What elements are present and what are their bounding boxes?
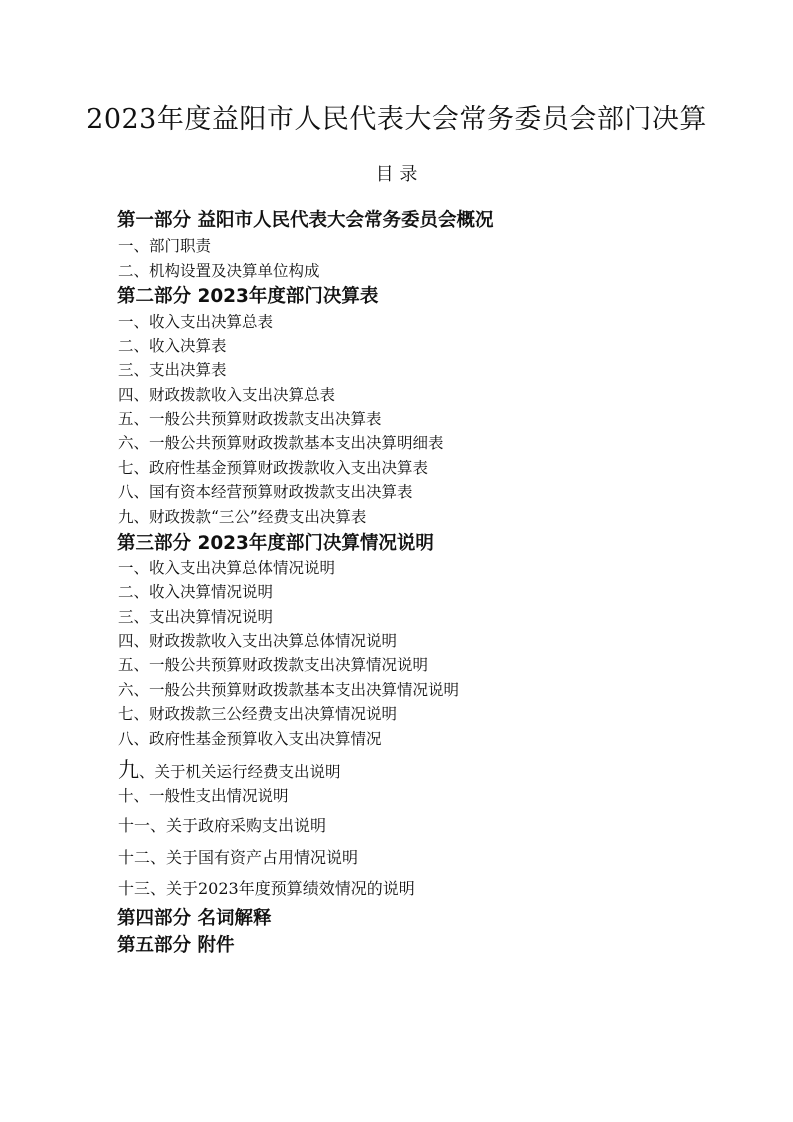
toc-item[interactable]: 四、财政拨款收入支出决算总体情况说明 — [118, 632, 398, 650]
toc-item[interactable]: 四、财政拨款收入支出决算总表 — [118, 386, 336, 404]
toc-part-3-title[interactable]: 第三部分 2023年度部门决算情况说明 — [117, 533, 434, 554]
toc-item[interactable]: 三、支出决算情况说明 — [118, 608, 274, 626]
toc-item[interactable]: 十、一般性支出情况说明 — [118, 787, 289, 805]
toc-heading: 目 录 — [375, 164, 418, 185]
toc-item[interactable]: 一、收入支出决算总表 — [118, 313, 274, 331]
toc-item-text: 、关于机关运行经费支出说明 — [139, 763, 341, 781]
toc-item[interactable]: 八、国有资本经营预算财政拨款支出决算表 — [118, 483, 413, 501]
toc-item[interactable]: 五、一般公共预算财政拨款支出决算表 — [118, 410, 382, 428]
toc-item[interactable]: 二、收入决算情况说明 — [118, 583, 274, 601]
toc-part-2-title[interactable]: 第二部分 2023年度部门决算表 — [117, 286, 379, 307]
toc-item-number: 九 — [118, 758, 139, 782]
toc-item[interactable]: 一、部门职责 — [118, 237, 212, 255]
toc-item[interactable]: 六、一般公共预算财政拨款基本支出决算情况说明 — [118, 681, 460, 699]
toc-item[interactable] — [118, 754, 341, 784]
toc-item[interactable]: 一、收入支出决算总体情况说明 — [118, 559, 336, 577]
toc-part-5-title[interactable]: 第五部分 附件 — [117, 935, 235, 956]
toc-item[interactable]: 三、支出决算表 — [118, 361, 227, 379]
toc-item[interactable]: 七、政府性基金预算财政拨款收入支出决算表 — [118, 459, 429, 477]
toc-item[interactable]: 十二、关于国有资产占用情况说明 — [118, 848, 359, 867]
toc-item[interactable]: 十一、关于政府采购支出说明 — [118, 816, 327, 835]
toc-part-4-title[interactable]: 第四部分 名词解释 — [117, 908, 272, 929]
toc-item[interactable]: 二、机构设置及决算单位构成 — [118, 262, 320, 280]
toc-part-1-title[interactable]: 第一部分 益阳市人民代表大会常务委员会概况 — [117, 210, 494, 231]
toc-item[interactable]: 五、一般公共预算财政拨款支出决算情况说明 — [118, 656, 429, 674]
document-title: 2023年度益阳市人民代表大会常务委员会部门决算 — [86, 104, 707, 135]
toc-item[interactable]: 六、一般公共预算财政拨款基本支出决算明细表 — [118, 434, 444, 452]
toc-item[interactable]: 二、收入决算表 — [118, 337, 227, 355]
toc-item[interactable]: 七、财政拨款三公经费支出决算情况说明 — [118, 705, 398, 723]
toc-item[interactable]: 八、政府性基金预算收入支出决算情况 — [118, 730, 382, 748]
toc-item[interactable]: 九、财政拨款“三公”经费支出决算表 — [118, 508, 367, 526]
toc-item[interactable]: 十三、关于2023年度预算绩效情况的说明 — [118, 879, 415, 898]
